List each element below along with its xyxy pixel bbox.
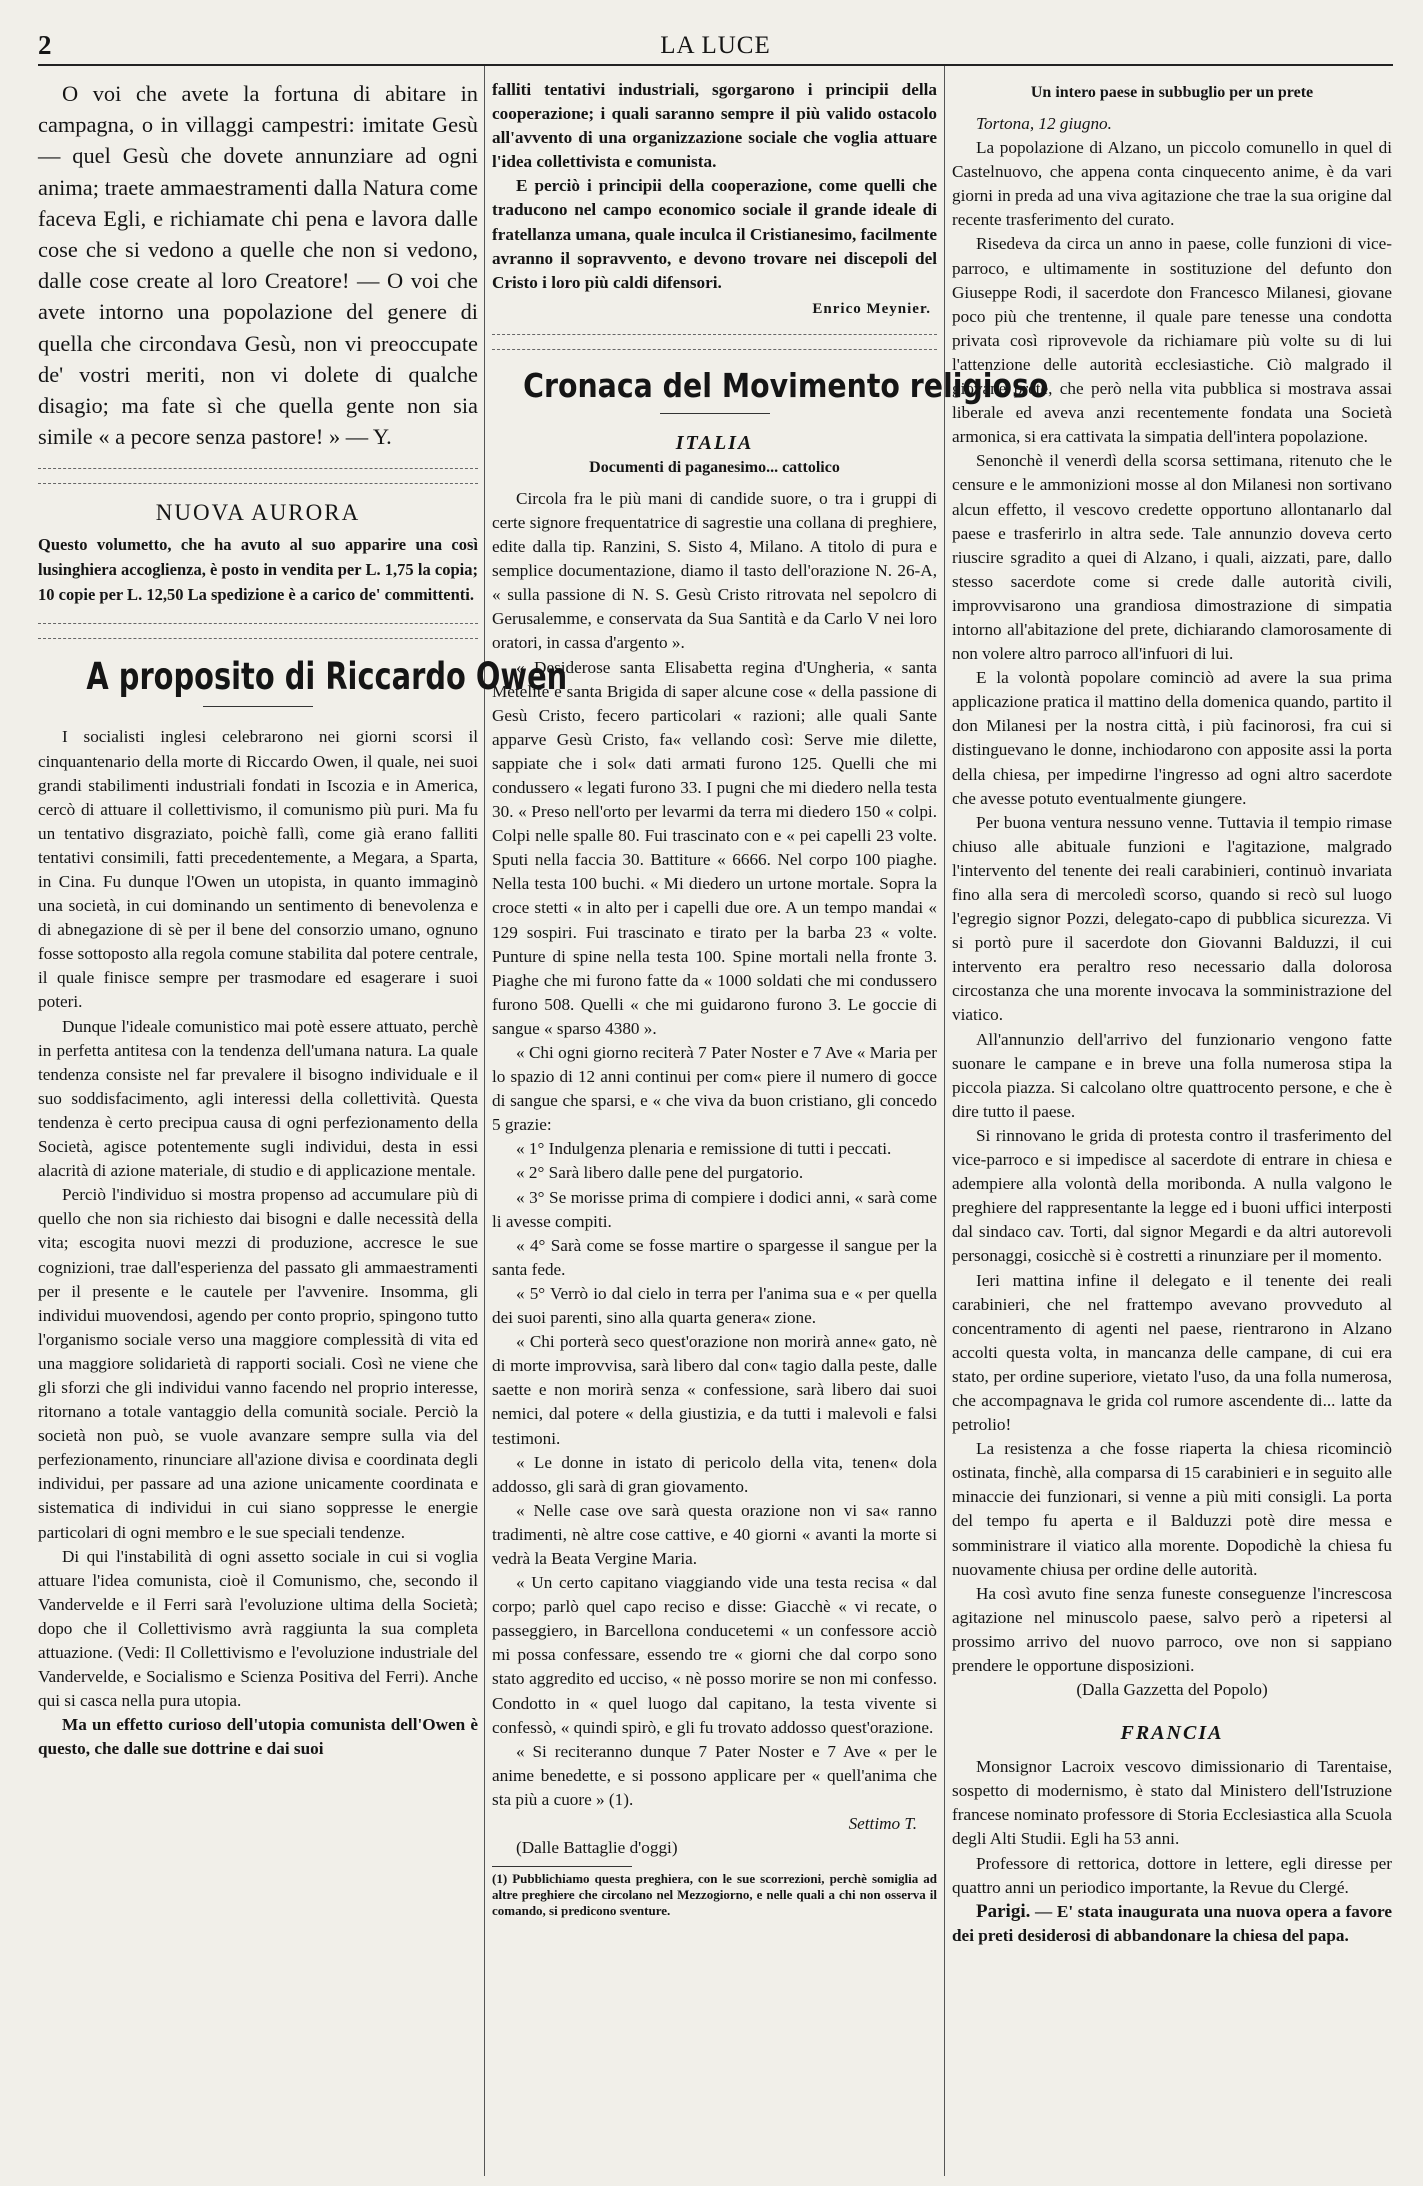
column-divider: [484, 66, 485, 2176]
article-paragraph: Senonchè il venerdì della scorsa settimana, ritenuto che le censure e le ammonizioni mosse al don Milanesi non sortivano alcun effetto, il vescovo credette opportuno allontanarlo dal paese e trasferirlo in altra sede. Tale annunzio doveva certo riuscire sgradito a quei di Alzano, i quali, aizzati, pare, dallo stesso sacerdote come si crede dalle autorità civili, improvvisarono una grandiosa dimostrazione di simpatia intorno all'abitazione del prete, dichiarando clamorosamente di non volere altro parroco all'infuori di lui.: [952, 451, 1392, 664]
article-paragraph: « Si reciteranno dunque 7 Pater Noster e 7 Ave « per le anime benedette, e si possono applicare per « quell'anima che sta più a cuore » (1).: [492, 1741, 937, 1809]
column-3: [952, 78, 1392, 1948]
footnote: (1) Pubblichiamo questa preghiera, con le sue scorrezioni, perchè somiglia ad altre preghiere che circolano nel Mezzogiorno, e nelle quali a chi non osserva il comando, si predicono sventure.: [492, 1871, 937, 1919]
article-paragraph: « Le donne in istato di pericolo della vita, tenen« dola addosso, gli sarà di gran giovamento.: [492, 1452, 937, 1496]
article-continuation: E perciò i principii della cooperazione, come quelli che traducono nel campo economico sociale il grande ideale di fratellanza umana, quale inculca il Cristianesimo, facilmente avranno il sopravvento, e devono trovare nei discepoli del Cristo i loro più caldi difensori.: [492, 176, 937, 292]
article-paragraph: All'annunzio dell'arrivo del funzionario vengono fatte suonare le campane e in breve una folla numerosa stipa la piccola piazza. Si calcolano oltre quattrocento persone, e che è dire tutto il paese.: [952, 1029, 1392, 1121]
parigi-item: [952, 1900, 1392, 1948]
nuova-aurora-notice: Questo volumetto, che ha avuto al suo apparire una così lusinghiera accoglienza, è posto in vendita per L. 1,75 la copia; 10 copie per L. 12,50 La spedizione è a carico de' committenti.: [38, 535, 478, 605]
article-paragraph: Risedeva da circa un anno in paese, colle funzioni di vice-parroco, e ultimamente in sostituzione del defunto don Giuseppe Rodi, il sacerdote don Francesco Milanesi, giovane poco più che trentenne, il quale pare tenesse una condotta privata così riprovevole da richiamare più volte su di lui l'attenzione delle autorità ecclesiastiche. Ciò malgrado il giovane prete, che però nella vita pubblica si mostrava assai liberale ed aveva anzi recentemente fondata una Società armonica, si era cattivata la simpatia dell'intera popolazione.: [952, 234, 1392, 447]
source-note: (Dalle Battaglie d'oggi): [516, 1838, 678, 1858]
article-paragraph: Perciò l'individuo si mostra propenso ad accumulare più di quello che non sia richiesto dai bisogni e dalle necessità della vita; escogita nuovi mezzi di produzione, accresce le sue cognizioni, trae dall'esperienza del passato gli ammaestramenti per il presente e le cautele per l'avvenire. Insomma, gli individui muovendosi, agendo per conto proprio, spingono tutto l'organismo sociale verso una maggiore complessità di vita ed una maggiore solidarietà di rapporti sociali. Così ne viene che gli sforzi che gli individui vanno facendo nel proprio interesse, ritornano a totale vantaggio della comunità sociale. Perciò la società non può, se vuole avanzare sempre sulla via del perfezionamento, rinunciare all'azione divisa e coordinata degli individui, per passare ad una azione unicamente coordinata e sistematica di individui in cui siano soppresse le energie particolari di ogni membro e le sue speciali tendenze.: [38, 1185, 478, 1542]
header-rule: [38, 64, 1393, 66]
dateline: Tortona, 12 giugno.: [976, 114, 1112, 133]
author-signature: Enrico Meynier.: [812, 300, 931, 317]
francia-heading: FRANCIA: [1120, 1722, 1224, 1745]
nuova-aurora-title: NUOVA AURORA: [155, 500, 361, 526]
francia-body: [952, 1755, 1392, 1900]
article-paragraph: Si rinnovano le grida di protesta contro il trasferimento del vice-parroco e si impedisce al sacerdote di entrare in chiesa e adempiere alla volontà della moribonda. A nulla valgono le preghiere del rappresentante la legge ed i buoni uffici interposti dal sindaco cav. Torti, dal signor Megardi e da altri autorevoli personaggi, cosicchè si è costretti a rinunziare per il momento.: [952, 1125, 1392, 1266]
section-divider: [38, 623, 478, 639]
italia-heading: ITALIA: [675, 431, 754, 454]
article-paragraph: E la volontà popolare cominciò ad avere la sua prima applicazione pratica il mattino della domenica quando, partito il don Milanesi per la nostra città, i più facinorosi, fra cui si distinguevano le donne, inchiodarono con apposite assi la porta della chiesa, per impedirne l'ingresso ad ogni altro sacerdote che avesse potuto eventualmente giungere.: [952, 668, 1392, 808]
page-header: [38, 30, 1393, 64]
title-rule: [660, 413, 770, 414]
source-note: (Dalla Gazzetta del Popolo): [1076, 1680, 1268, 1700]
owen-article-title: A proposito di Riccardo Owen: [86, 655, 568, 699]
article-paragraph: La popolazione di Alzano, un piccolo comunello in quel di Castelnuovo, che appena conta cinquecento anime, è da vari giorni in preda ad una viva agitazione che trae la sua origine dal recente trasferimento del curato.: [952, 138, 1393, 230]
masthead: LA LUCE: [660, 32, 771, 59]
article-paragraph: Ieri mattina infine il delegato e il tenente dei reali carabinieri, che nel frattempo avevano provveduto al concentramento di agenti nel paese, rientrarono in Alzano accolti questa volta, in mancanza delle campane, di cui era stato, per ordine superiore, vietato l'uso, da una folla numerosa, che accompagnava le grida col rumore ascendente di... latte da petrolio!: [952, 1270, 1392, 1435]
owen-article-body: [38, 725, 478, 1761]
article-paragraph: « 3° Se morisse prima di compiere i dodici anni, « sarà come li avesse compiti.: [492, 1187, 937, 1231]
column-1: [38, 78, 568, 1761]
alzano-title: Un intero paese in subbuglio per un prete: [1030, 84, 1314, 101]
article-paragraph: Di qui l'instabilità di ogni assetto sociale in cui si voglia attuare l'idea comunista, cioè il Comunismo, che, secondo il Vandervelde e il Ferri sarà l'evoluzione ultima della Società; dopo che il Collettivismo avrà raggiunta la sua completa attuazione. (Vedi: Il Collettivismo e l'evoluzione industriale del Vandervelde, e Socialismo e Scienza Positiva del Ferri). Anche qui si casca nella pura utopia.: [38, 1546, 478, 1711]
section-divider: [492, 334, 937, 350]
section-divider: [38, 468, 478, 484]
article-paragraph: « 1° Indulgenza plenaria e remissione di tutti i peccati.: [516, 1139, 892, 1159]
article-paragraph: « Nelle case ove sarà questa orazione non vi sa« ranno tradimenti, nè altre cose cattive, e 40 giorni « avanti la morte si vedrà la Beata Vergine Maria.: [492, 1500, 937, 1568]
parigi-text: — E' stata inaugurata una nuova opera a favore dei preti desiderosi di abbandonare la chiesa del papa.: [952, 1901, 1392, 1945]
article-paragraph: Per buona ventura nessuno venne. Tuttavia il tempio rimase chiuso alle abituale funzioni e l'agitazione, malgrado l'intervento del tenente dei reali carabinieri, continuò invariata fino alla sera di mercoledì scorso, quando si recò sul luogo l'egregio signor Pozzi, delegato-capo di pubblica sicurezza. Vi si portò pure il sacerdote don Giovanni Balduzzi, il cui intervento era peraltro reso necessario dalla dolorosa circostanza che una morente invocava la somministrazione del viatico.: [952, 812, 1392, 1025]
documenti-body: [492, 487, 937, 1812]
parigi-label: Parigi.: [976, 1900, 1031, 1922]
article-paragraph: Ma un effetto curioso dell'utopia comunista dell'Owen è questo, che dalle sue dottrine e dai suoi: [38, 1715, 478, 1759]
article-paragraph: « Chi porterà seco quest'orazione non morirà anne« gato, nè di morte improvvisa, sarà libero dal con« tagio dalla peste, dalle saette e non morirà senza « confessione, sarà libero dai suoi nemici, dal potere « della giustizia, e da tutti i malevoli e falsi testimoni.: [492, 1332, 937, 1448]
cronaca-title: Cronaca del Movimento religioso: [523, 365, 1049, 405]
article-paragraph: La resistenza a che fosse riaperta la chiesa ricominciò ostinata, finchè, alla comparsa di 15 carabinieri e in seguito alle minaccie dei funzionari, si venne a più miti consigli. La porta del tempo fu aperta e il Balduzzi potè dire messa e somministrare il viatico alla morente. Dopodichè la chiesa fu nuovamente chiusa per ordine delle autorità.: [952, 1439, 1392, 1579]
intro-paragraph: O voi che avete la fortuna di abitare in campagna, o in villaggi campestri: imitate Gesù — quel Gesù che dovete annunziare ad ogni anima; traete ammaestramenti dalla Natura come faceva Egli, e richiamate chi pena e lavora dalle cose che si vedono a quelle che non si vedono, dalle cose create al loro Creatore! — O voi che avete intorno una popolazione del genere di quella che circondava Gesù, non vi preoccupate de' vostri meriti, non vi dolete di qualche disagio; ma fate sì che quella gente non sia simile « a pecore senza pastore! » — Y.: [38, 81, 478, 450]
article-paragraph: « 2° Sarà libero dalle pene del purgatorio.: [516, 1163, 804, 1183]
article-paragraph: « 5° Verrò io dal cielo in terra per l'anima sua e « per quella dei suoi parenti, sino alla quarta genera« zione.: [492, 1283, 937, 1328]
author-signature: Settimo T.: [848, 1814, 917, 1833]
article-paragraph: Professore di rettorica, dottore in lettere, egli diresse per quattro anni un periodico importante, la Revue du Clergé.: [952, 1853, 1392, 1897]
article-paragraph: « Desiderose santa Elisabetta regina d'Ungheria, « santa Metelite e santa Brigida di saper alcune cose « della passione di Gesù Cristo, fecero particolari « razioni; alle quali Sante apparve Gesù Cristo, fa« vellando così: Serve mie dilette, sappiate che i sol« dati armati furono 125. Quelli che mi condussero « legati furono 33. I pugni che mi diedero nella testa 30. « Preso nell'orto per levarmi da terra mi diedero 150 « colpi. Colpi nelle spalle 80. Fui trascinato con e « pei capelli 23 volte. Sputi nella faccia 30. Battiture « 6666. Nel corpo 100 piaghe. Nella testa 100 buchi. « Mi diedero un urtone mortale. Sopra la croce stetti « in alto per i capelli due ore. A un tempo mandai « 129 sospiri. Fui trascinato e tirato per la barba 23 « volte. Punture di spine nella testa 100. Spine mortali nella fronte 3. Piaghe che mi furono fatte da « 1000 soldati che mi condussero furono 508. Quelli « che mi guidarono furono 3. Le goccie di sangue « sparso 4380 ».: [492, 657, 937, 1038]
article-paragraph: « 4° Sarà come se fosse martire o spargesse il sangue per la santa fede.: [492, 1235, 937, 1279]
article-paragraph: « Un certo capitano viaggiando vide una testa recisa « dal corpo; parlò quel capo reciso e disse: Giacchè « vi recate, o passeggiero, in Barcellona conducetemi « un confessore acciò mi possa confessare, essendo tre « giorni che dal corpo sono stato aggredito ed ucciso, « nè posso morire se non mi confesso. Condotto in « quel luogo dal capitano, la testa vivente si confessò, « quindi spirò, e gli fu trovato addosso quest'orazione.: [492, 1573, 937, 1737]
title-rule: [203, 706, 313, 707]
article-continuation: falliti tentativi industriali, sgorgarono i principii della cooperazione; i quali saranno sempre il più valido ostacolo all'avvento di una organizzazione sociale che voglia attuare l'idea collettivista e comunista.: [492, 80, 937, 172]
article-paragraph: Monsignor Lacroix vescovo dimissionario di Tarentaise, sospetto di modernismo, è stato dal Ministero dell'Istruzione francese nominato professore di Storia Ecclesiastica alla Scuola degli Alti Studii. Egli ha 53 anni.: [952, 1757, 1392, 1849]
article-paragraph: I socialisti inglesi celebrarono nei giorni scorsi il cinquantenario della morte di Riccardo Owen, il quale, nei suoi grandi stabilimenti industriali fondati in Iscozia e in America, cercò di attuare il collettivismo, il comunismo più puri. Ma fu un tentativo disgraziato, poichè fallì, come già erano falliti tentativi consimili, fatti precedentemente, a Megara, a Sparta, in Cina. Fu dunque l'Owen un utopista, in quanto immaginò una società, in cui dominando un sentimento di benevolenza e di abnegazione di sè per il bene del consorzio umano, ognuno fosse sottoposto alla regola comune stabilita dal potere centrale, il quale finisce sempre per trasmodare ed esagerare i suoi poteri.: [38, 727, 478, 1012]
page-number: 2: [38, 30, 52, 60]
article-paragraph: Ha così avuto fine senza funeste conseguenze l'increscosa agitazione nel minuscolo paese, salvo però a ripetersi al prossimo arrivo del nuovo parroco, ove non si sappiano prendere le opportune disposizioni.: [952, 1583, 1392, 1675]
alzano-body: [952, 136, 1392, 1678]
article-paragraph: « Chi ogni giorno reciterà 7 Pater Noster e 7 Ave « Maria per lo spazio di 12 anni continui per com« piere il numero di gocce di sangue che sparsi, e « che viva da buon cristiano, gli concedo 5 grazie:: [492, 1043, 937, 1135]
documenti-heading: Documenti di paganesimo... cattolico: [589, 458, 840, 476]
article-paragraph: Circola fra le più mani di candide suore, o tra i gruppi di certe signore frequentatrice di sagrestie una collana di preghiere, edite dalla tip. Ranzini, S. Sisto 4, Milano. A titolo di pura e semplice documentazione, diamo il tasto dell'orazione N. 26-A, « sulla passione di N. S. Gesù Cristo ritrovata nel sepolcro di Gerusalemme, e conservata da Sua Santità e da Carlo V nei loro oratori, in cassa d'argento ».: [492, 488, 937, 653]
article-paragraph: Dunque l'ideale comunistico mai potè essere attuato, perchè in perfetta antitesa con la tendenza dell'umana natura. La quale tendenza consiste nel far prevalere il bisogno individuale e il suo soddisfacimento, agli interessi della collettività. Questa tendenza è certo precipua causa di ogni perfezionamento della Società, agisce potentemente sugli individui, desta in essi alacrità di azione materiale, di studio e di applicazione mentale.: [38, 1016, 478, 1181]
